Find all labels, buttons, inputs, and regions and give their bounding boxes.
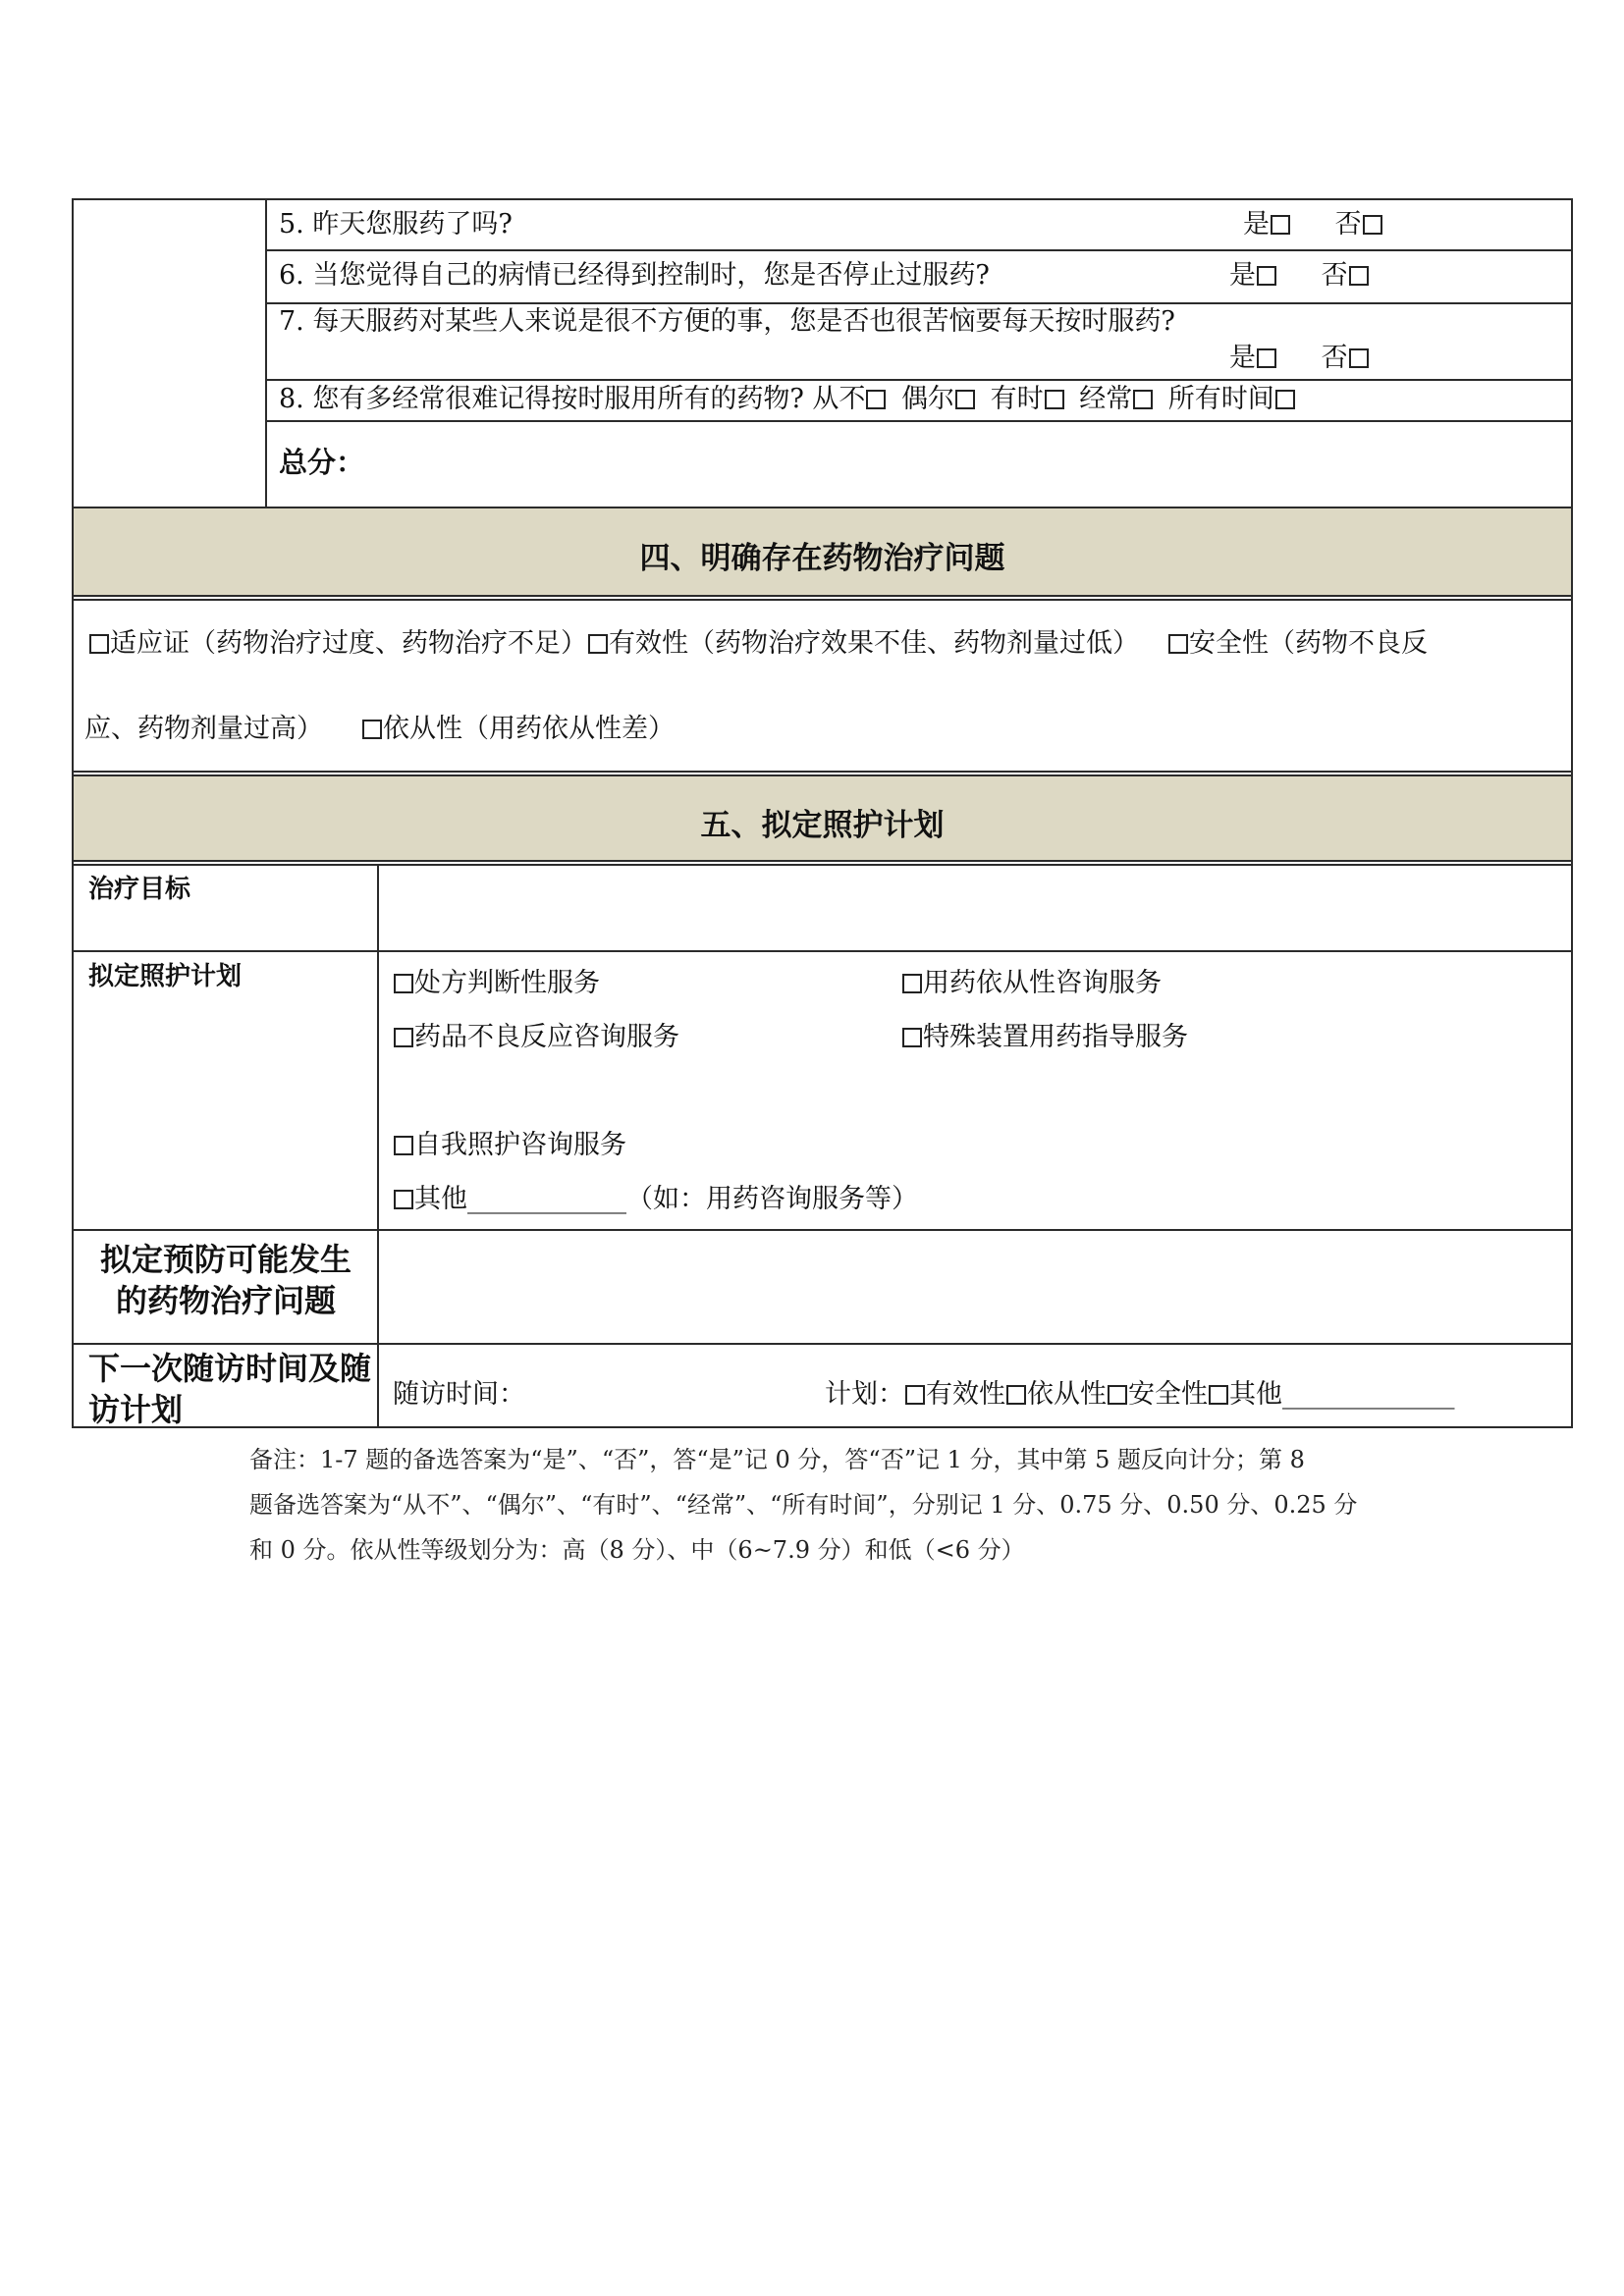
adherence-checkbox[interactable] bbox=[362, 720, 382, 739]
q5-text: 5. 昨天您服药了吗? bbox=[279, 209, 513, 240]
footnote-line-1: 备注：1-7 题的备选答案为“是”、“否”，答“是”记 0 分，答“否”记 1 分，其中第 5 题反向计分；第 8 bbox=[249, 1446, 1305, 1473]
q7-yes-checkbox[interactable] bbox=[1257, 348, 1276, 368]
plan-option-other: 其他____________（如：用药咨询服务等） bbox=[393, 1184, 918, 1215]
q5-yes-label: 是 bbox=[1243, 209, 1270, 240]
effectiveness-label: 有效性（药物治疗效果不佳、药物剂量过低） bbox=[609, 628, 1139, 659]
q6-yes-checkbox[interactable] bbox=[1257, 266, 1276, 286]
adr-consult-checkbox[interactable] bbox=[394, 1028, 413, 1047]
q8-checkbox-3[interactable] bbox=[1133, 390, 1153, 409]
q7-no-checkbox[interactable] bbox=[1349, 348, 1369, 368]
q5-answers bbox=[1243, 209, 1383, 240]
adherence-label: 依从性（用药依从性差） bbox=[383, 714, 675, 744]
q8-text: 8. 您有多经常很难记得按时服用所有的药物? bbox=[279, 384, 804, 414]
q6-no-label: 否 bbox=[1321, 260, 1348, 291]
adherence-consult-checkbox[interactable] bbox=[902, 974, 922, 993]
section4-line2 bbox=[84, 714, 675, 745]
q8-checkbox-2[interactable] bbox=[1045, 390, 1064, 409]
treatment-goal-field[interactable] bbox=[379, 866, 1571, 950]
q8-option-1: 偶尔 bbox=[901, 384, 955, 414]
fu-adherence-checkbox[interactable] bbox=[1006, 1385, 1026, 1405]
follow-up-label: 下一次随访时间及随访计划 bbox=[88, 1350, 372, 1428]
q8-checkbox-1[interactable] bbox=[955, 390, 975, 409]
q8-checkbox-0[interactable] bbox=[866, 390, 886, 409]
safety-checkbox[interactable] bbox=[1168, 634, 1188, 654]
q8-option-4: 所有时间 bbox=[1167, 384, 1274, 414]
q7-text: 7. 每天服药对某些人来说是很不方便的事，您是否也很苦恼要每天按时服药? bbox=[279, 306, 1175, 337]
q6-no-checkbox[interactable] bbox=[1349, 266, 1369, 286]
section4-line1 bbox=[88, 628, 1428, 660]
effectiveness-checkbox[interactable] bbox=[588, 634, 608, 654]
q7-no-label: 否 bbox=[1321, 343, 1348, 373]
fu-effectiveness-checkbox[interactable] bbox=[905, 1385, 925, 1405]
safety-label-continued: 应、药物剂量过高） bbox=[84, 714, 323, 744]
q8-checkbox-4[interactable] bbox=[1275, 390, 1295, 409]
q5-no-label: 否 bbox=[1334, 209, 1362, 240]
plan-option-self-care: 自我照护咨询服务 bbox=[393, 1130, 626, 1161]
prevention-field[interactable] bbox=[379, 1231, 1571, 1343]
prevention-label: 拟定预防可能发生的药物治疗问题 bbox=[99, 1241, 352, 1319]
follow-up-plan-label: 计划： bbox=[825, 1379, 904, 1410]
self-care-checkbox[interactable] bbox=[394, 1136, 413, 1155]
q7-yes-label: 是 bbox=[1229, 343, 1256, 373]
q5-no-checkbox[interactable] bbox=[1363, 215, 1382, 235]
total-score-label: 总分： bbox=[279, 446, 365, 479]
treatment-goal-label: 治疗目标 bbox=[88, 875, 191, 904]
q7-answers bbox=[1229, 343, 1370, 374]
q8-row bbox=[279, 384, 1296, 415]
indication-checkbox[interactable] bbox=[89, 634, 109, 654]
plan-option-prescription: 处方判断性服务 bbox=[393, 968, 600, 999]
q6-yes-label: 是 bbox=[1229, 260, 1256, 291]
follow-up-plan-row: 计划： 有效性 依从性 安全性 其他_____________ bbox=[825, 1379, 1455, 1410]
device-guidance-checkbox[interactable] bbox=[902, 1028, 922, 1047]
q6-answers bbox=[1229, 260, 1370, 292]
section-4-title: 四、明确存在药物治疗问题 bbox=[639, 541, 1005, 576]
fu-other-checkbox[interactable] bbox=[1209, 1385, 1228, 1405]
fu-other-blank-field[interactable]: _____________ bbox=[1282, 1379, 1455, 1410]
other-blank-field[interactable]: ____________ bbox=[467, 1184, 626, 1214]
plan-option-adherence-consult: 用药依从性咨询服务 bbox=[901, 968, 1162, 999]
q8-option-0: 从不 bbox=[812, 384, 866, 414]
q6-text: 6. 当您觉得自己的病情已经得到控制时，您是否停止过服药? bbox=[279, 260, 990, 291]
footnote-line-2: 题备选答案为“从不”、“偶尔”、“有时”、“经常”、“所有时间”，分别记 1 分、0.75 分、0.50 分、0.25 分 bbox=[249, 1491, 1358, 1519]
q8-option-3: 经常 bbox=[1079, 384, 1133, 414]
prescription-checkbox[interactable] bbox=[394, 974, 413, 993]
plan-option-adr-consult: 药品不良反应咨询服务 bbox=[393, 1022, 679, 1053]
care-plan-label: 拟定照护计划 bbox=[88, 962, 243, 991]
footnote-line-3: 和 0 分。依从性等级划分为：高（8 分）、中（6~7.9 分）和低（<6 分） bbox=[249, 1536, 1025, 1564]
plan-option-device-guidance: 特殊装置用药指导服务 bbox=[901, 1022, 1188, 1053]
q5-yes-checkbox[interactable] bbox=[1271, 215, 1290, 235]
indication-label: 适应证（药物治疗过度、药物治疗不足） bbox=[110, 628, 587, 659]
other-checkbox[interactable] bbox=[394, 1190, 413, 1209]
safety-label: 安全性（药物不良反 bbox=[1189, 628, 1428, 659]
fu-safety-checkbox[interactable] bbox=[1108, 1385, 1127, 1405]
q8-option-2: 有时 bbox=[990, 384, 1044, 414]
section-5-title: 五、拟定照护计划 bbox=[700, 808, 945, 843]
follow-up-time-label: 随访时间： bbox=[393, 1379, 525, 1410]
